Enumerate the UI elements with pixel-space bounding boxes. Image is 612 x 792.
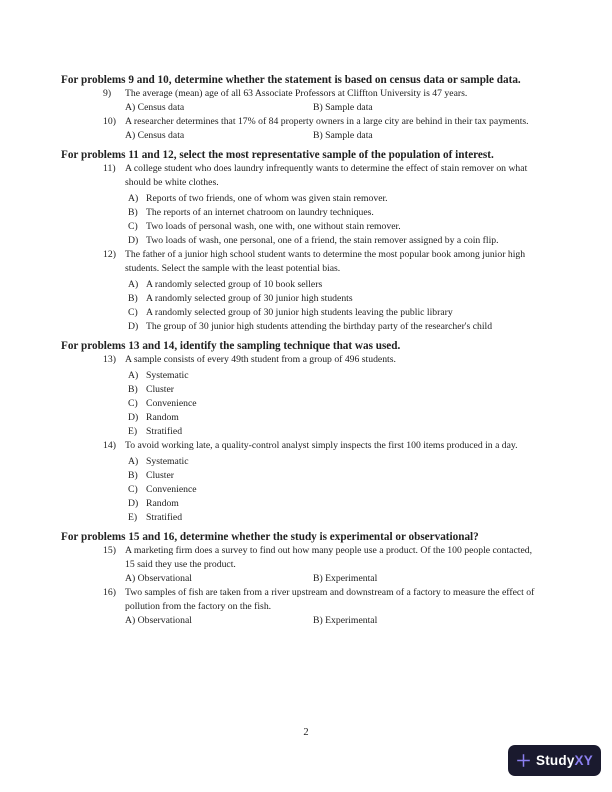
option-row xyxy=(61,397,551,411)
problem-text: To avoid working late, a quality-control analyst simply inspects the first 100 items produced in a day. xyxy=(125,440,518,451)
option-row xyxy=(61,455,551,469)
answer-choice-b: B) Sample data xyxy=(313,102,373,113)
option-row xyxy=(61,206,551,220)
answer-choices xyxy=(61,101,551,115)
problem-15 xyxy=(61,544,551,586)
option-letter: B) xyxy=(128,293,138,304)
option-letter: A) xyxy=(128,279,139,290)
problem-statement xyxy=(61,248,551,276)
option-letter: A) xyxy=(128,456,139,467)
option-text: Convenience xyxy=(146,398,197,409)
option-row xyxy=(61,278,551,292)
option-row xyxy=(61,234,551,248)
option-text: A randomly selected group of 30 junior high students xyxy=(146,293,353,304)
option-letter: A) xyxy=(128,370,139,381)
option-row xyxy=(61,220,551,234)
answer-options xyxy=(61,455,551,525)
answer-choices xyxy=(61,129,551,143)
option-letter: D) xyxy=(128,321,139,332)
option-row xyxy=(61,511,551,525)
answer-choices xyxy=(61,614,551,628)
problem-statement xyxy=(61,115,551,129)
problem-statement xyxy=(61,439,551,453)
brand-text-primary: Study xyxy=(536,752,575,768)
section-heading: For problems 11 and 12, select the most representative sample of the population of interest. xyxy=(61,149,494,161)
problem-10 xyxy=(61,115,551,143)
option-letter: D) xyxy=(128,235,139,246)
page-number: 2 xyxy=(303,727,309,738)
option-row xyxy=(61,292,551,306)
brand-text xyxy=(536,752,593,770)
option-text: Cluster xyxy=(146,384,174,395)
answer-choices xyxy=(61,572,551,586)
option-text: The group of 30 junior high students attending the birthday party of the researcher's child xyxy=(146,321,493,332)
problem-13 xyxy=(61,353,551,439)
option-text: Random xyxy=(146,498,179,509)
section-census-or-sample xyxy=(61,73,551,143)
problem-text: The average (mean) age of all 63 Associate Professors at Cliffton University is 47 years. xyxy=(125,88,468,99)
problem-number: 13) xyxy=(103,354,116,365)
studyxy-logo-badge xyxy=(508,745,601,776)
option-row xyxy=(61,320,551,334)
problem-number: 10) xyxy=(103,116,116,127)
problem-9 xyxy=(61,87,551,115)
option-text: A randomly selected group of 10 book sellers xyxy=(146,279,323,290)
answer-choice-a: A) Census data xyxy=(125,102,185,113)
problem-text: A researcher determines that 17% of 84 property owners in a large city are behind in their tax payments. xyxy=(125,116,529,127)
problem-11 xyxy=(61,162,551,248)
option-letter: C) xyxy=(128,484,138,495)
option-text: Cluster xyxy=(146,470,174,481)
option-row xyxy=(61,192,551,206)
problem-statement xyxy=(61,353,551,367)
option-text: Two loads of wash, one personal, one of a friend, the stain remover assigned by a coin flip. xyxy=(146,235,499,246)
answer-options xyxy=(61,369,551,439)
answer-options xyxy=(61,278,551,334)
answer-choice-b: B) Experimental xyxy=(313,615,378,626)
problem-number: 9) xyxy=(103,88,112,99)
option-row xyxy=(61,369,551,383)
problem-statement xyxy=(61,162,551,190)
option-text: Random xyxy=(146,412,179,423)
problem-number: 15) xyxy=(103,545,116,556)
problem-text: A sample consists of every 49th student from a group of 496 students. xyxy=(125,354,396,365)
answer-choice-b: B) Experimental xyxy=(313,573,378,584)
answer-choice-b: B) Sample data xyxy=(313,130,373,141)
option-letter: B) xyxy=(128,470,138,481)
worksheet-content xyxy=(61,73,551,628)
option-row xyxy=(61,483,551,497)
option-text: Stratified xyxy=(146,512,183,523)
option-text: The reports of an internet chatroom on laundry techniques. xyxy=(146,207,374,218)
brand-text-accent: XY xyxy=(574,752,593,768)
section-heading: For problems 9 and 10, determine whether the statement is based on census data or sample data. xyxy=(61,74,521,86)
option-row xyxy=(61,383,551,397)
option-letter: C) xyxy=(128,398,138,409)
section-sampling-technique xyxy=(61,339,551,525)
problem-statement xyxy=(61,87,551,101)
option-text: Reports of two friends, one of whom was given stain remover. xyxy=(146,193,388,204)
option-letter: B) xyxy=(128,207,138,218)
problem-text: A college student who does laundry infrequently wants to determine the effect of stain remover on what should be white clothes. xyxy=(125,163,528,188)
answer-choice-a: A) Observational xyxy=(125,615,192,626)
option-row xyxy=(61,469,551,483)
option-row xyxy=(61,411,551,425)
option-text: Stratified xyxy=(146,426,183,437)
option-text: Systematic xyxy=(146,370,189,381)
section-heading: For problems 15 and 16, determine whether the study is experimental or observational? xyxy=(61,531,479,543)
option-letter: D) xyxy=(128,412,139,423)
problem-number: 14) xyxy=(103,440,116,451)
problem-text: Two samples of fish are taken from a river upstream and downstream of a factory to measure the effect of pollution from the factory on the fish. xyxy=(125,587,535,612)
option-letter: D) xyxy=(128,498,139,509)
option-letter: C) xyxy=(128,307,138,318)
answer-options xyxy=(61,192,551,248)
option-text: Two loads of personal wash, one with, one without stain remover. xyxy=(146,221,401,232)
option-letter: E) xyxy=(128,512,138,523)
plus-icon xyxy=(516,753,531,768)
answer-choice-a: A) Census data xyxy=(125,130,185,141)
section-representative-sample xyxy=(61,148,551,334)
problem-number: 12) xyxy=(103,249,116,260)
option-text: Systematic xyxy=(146,456,189,467)
option-row xyxy=(61,306,551,320)
problem-16 xyxy=(61,586,551,628)
option-letter: E) xyxy=(128,426,138,437)
section-experimental-or-observational xyxy=(61,530,551,628)
problem-statement xyxy=(61,544,551,572)
problem-number: 16) xyxy=(103,587,116,598)
problem-number: 11) xyxy=(103,163,116,174)
option-row xyxy=(61,497,551,511)
option-text: Convenience xyxy=(146,484,197,495)
option-row xyxy=(61,425,551,439)
problem-12 xyxy=(61,248,551,334)
option-letter: A) xyxy=(128,193,139,204)
option-text: A randomly selected group of 30 junior high students leaving the public library xyxy=(146,307,453,318)
option-letter: C) xyxy=(128,221,138,232)
problem-statement xyxy=(61,586,551,614)
section-heading: For problems 13 and 14, identify the sampling technique that was used. xyxy=(61,340,401,352)
answer-choice-a: A) Observational xyxy=(125,573,192,584)
problem-text: A marketing firm does a survey to find out how many people use a product. Of the 100 people contacted, 15 said they use the product. xyxy=(125,545,533,570)
problem-14 xyxy=(61,439,551,525)
option-letter: B) xyxy=(128,384,138,395)
problem-text: The father of a junior high school student wants to determine the most popular book among junior high students. Select the sample with the least potential bias. xyxy=(125,249,526,274)
